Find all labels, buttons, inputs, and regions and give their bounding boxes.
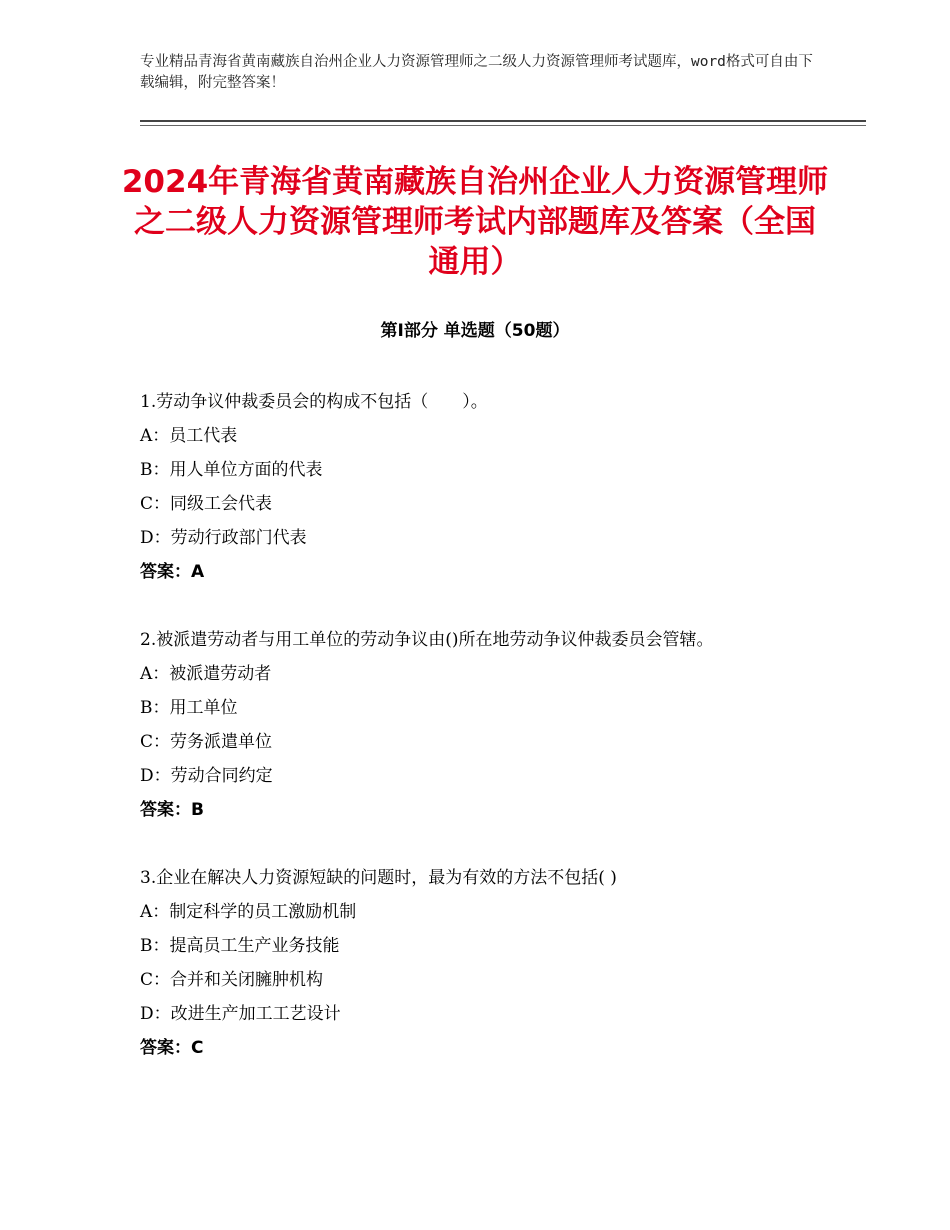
option-c: C：劳务派遣单位 (140, 732, 273, 752)
question-stem: 3.企业在解决人力资源短缺的问题时，最为有效的方法不包括( ) (140, 868, 617, 888)
option-c: C：合并和关闭臃肿机构 (140, 970, 324, 990)
question-2 (140, 623, 800, 827)
section-title: 第Ⅰ部分 单选题（50题） (380, 321, 570, 341)
option-b: B：用工单位 (140, 698, 238, 718)
answer: 答案：A (140, 562, 205, 582)
question-1 (140, 385, 800, 589)
option-b: B：用人单位方面的代表 (140, 460, 323, 480)
option-a: A：被派遣劳动者 (140, 664, 272, 684)
option-b: B：提高员工生产业务技能 (140, 936, 340, 956)
option-d: D：劳动行政部门代表 (140, 528, 307, 548)
answer: 答案：B (140, 800, 204, 820)
header-divider-thin (140, 125, 866, 126)
answer: 答案：C (140, 1038, 204, 1058)
document-title: 2024年青海省黄南藏族自治州企业人力资源管理师之二级人力资源管理师考试内部题库及答案（全国通用） (121, 164, 829, 280)
question-stem: 2.被派遣劳动者与用工单位的劳动争议由()所在地劳动争议仲裁委员会管辖。 (140, 630, 714, 650)
question-list (140, 385, 800, 1099)
question-stem: 1.劳动争议仲裁委员会的构成不包括（ ）。 (140, 392, 488, 412)
header-note: 专业精品青海省黄南藏族自治州企业人力资源管理师之二级人力资源管理师考试题库，word格式可自由下载编辑，附完整答案！ (140, 54, 813, 91)
option-c: C：同级工会代表 (140, 494, 273, 514)
option-a: A：制定科学的员工激励机制 (140, 902, 357, 922)
option-a: A：员工代表 (140, 426, 238, 446)
option-d: D：改进生产加工工艺设计 (140, 1004, 341, 1024)
header-divider-thick (140, 120, 866, 122)
question-3 (140, 861, 800, 1065)
option-d: D：劳动合同约定 (140, 766, 273, 786)
